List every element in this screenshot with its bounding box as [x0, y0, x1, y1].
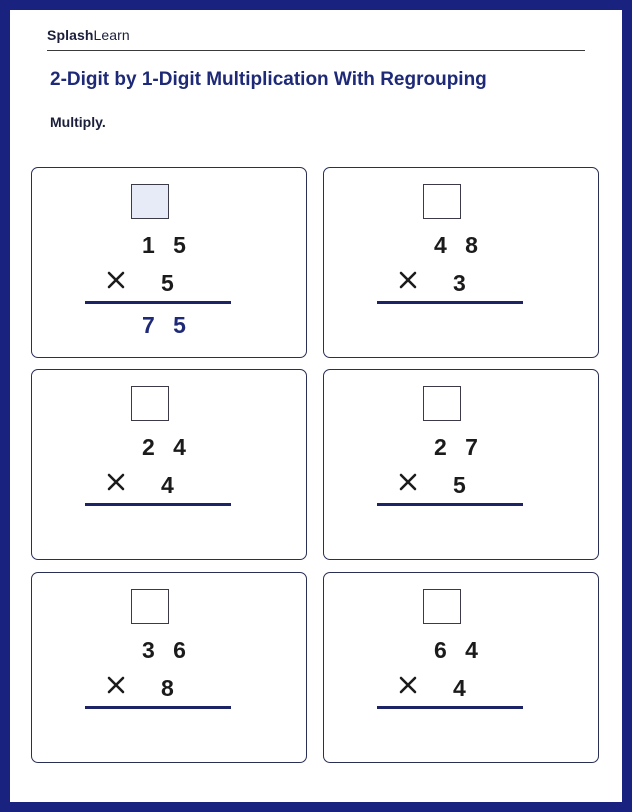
- problem-card-2: [323, 167, 599, 358]
- multiplicand: 2 7: [434, 434, 484, 460]
- answer-line: [85, 706, 231, 709]
- multiplier: 3: [453, 270, 472, 296]
- multiplier: 4: [161, 472, 180, 498]
- problem-card-4: [323, 369, 599, 560]
- problem-card-6: [323, 572, 599, 763]
- carry-box[interactable]: [131, 589, 169, 624]
- multiplier: 8: [161, 675, 180, 701]
- header-divider: [47, 50, 585, 51]
- worksheet-page: [10, 10, 622, 802]
- multiply-icon: [398, 675, 418, 695]
- multiplicand: 3 6: [142, 637, 192, 663]
- answer-value[interactable]: 7 5: [142, 312, 192, 338]
- multiplicand: 1 5: [142, 232, 192, 258]
- multiply-icon: [106, 270, 126, 290]
- carry-box[interactable]: [131, 386, 169, 421]
- multiply-icon: [106, 472, 126, 492]
- carry-box[interactable]: [423, 386, 461, 421]
- multiplicand: 4 8: [434, 232, 484, 258]
- answer-line: [377, 301, 523, 304]
- multiplicand: 6 4: [434, 637, 484, 663]
- carry-box[interactable]: [131, 184, 169, 219]
- answer-line: [85, 503, 231, 506]
- problem-card-1: [31, 167, 307, 358]
- multiply-icon: [398, 270, 418, 290]
- brand-logo-part2: Learn: [93, 27, 130, 43]
- multiplier: 5: [161, 270, 180, 296]
- multiply-icon: [106, 675, 126, 695]
- carry-box[interactable]: [423, 589, 461, 624]
- problem-card-3: [31, 369, 307, 560]
- multiplier: 4: [453, 675, 472, 701]
- answer-line: [377, 706, 523, 709]
- answer-line: [377, 503, 523, 506]
- brand-logo-part1: Splash: [47, 27, 94, 43]
- brand-logo: [47, 27, 130, 43]
- problem-card-5: [31, 572, 307, 763]
- carry-box[interactable]: [423, 184, 461, 219]
- multiplier: 5: [453, 472, 472, 498]
- worksheet-title: 2-Digit by 1-Digit Multiplication With Regrouping: [50, 69, 487, 90]
- multiplicand: 2 4: [142, 434, 192, 460]
- answer-line: [85, 301, 231, 304]
- instruction-text: Multiply.: [50, 114, 106, 130]
- multiply-icon: [398, 472, 418, 492]
